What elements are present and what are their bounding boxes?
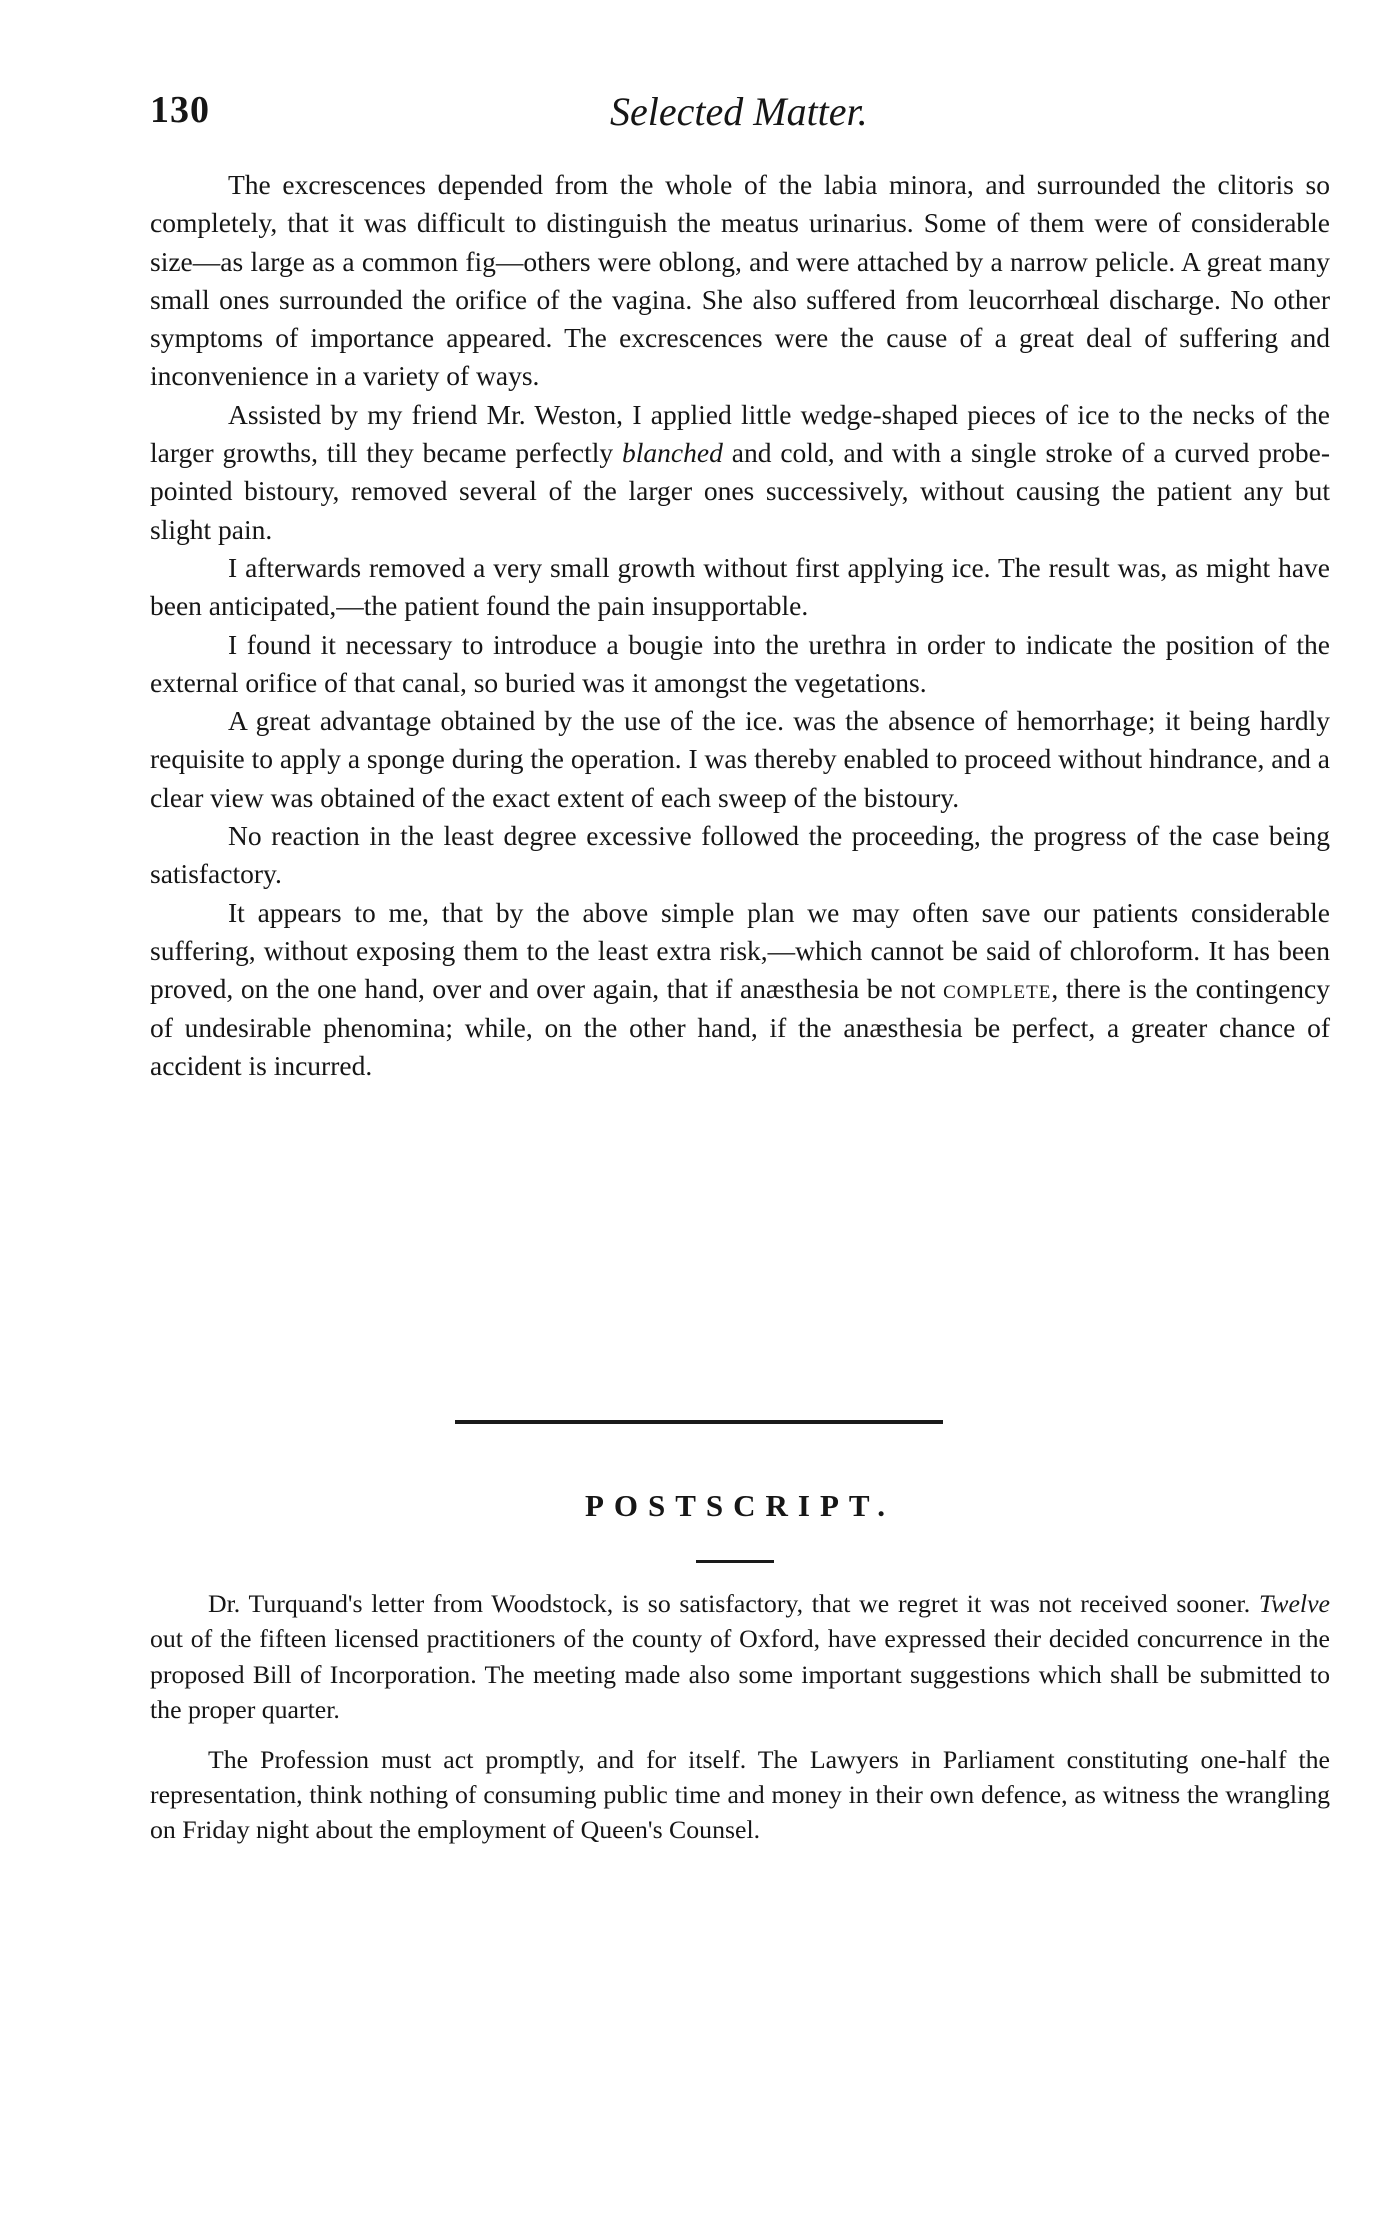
text-run: Assisted by my friend Mr. Weston, I applied little wedge-shaped pieces of ice to the necks of the larger growths, till they became perfectly — [150, 398, 1330, 469]
text-run: , there is the contingency of undesirable phenomina; while, on the other hand, if the anæsthesia be perfect, a greater chance of accident is incurred. — [150, 973, 1330, 1081]
paragraph-conclusion — [150, 894, 1330, 1085]
running-head: Selected Matter. — [610, 89, 868, 134]
text-run: and cold, and with a single stroke of a curved probe-pointed bistoury, removed several of the larger ones successively, without causing the patient any but slight pain. — [150, 437, 1330, 545]
emphasis-blanched: blanched — [622, 437, 723, 469]
emphasis-twelve: Twelve — [1258, 1589, 1330, 1618]
paragraph-reaction: No reaction in the least degree excessive followed the proceeding, the progress of the case being satisfactory. — [150, 820, 1330, 890]
small-caps-complete: complete — [943, 973, 1052, 1005]
article-body — [150, 166, 1330, 1085]
postscript-paragraph-profession: The Profession must act promptly, and for itself. The Lawyers in Parliament constituting one-half the representation, think nothing of consuming public time and money in their own defence, as witness the wrangling on Friday night about the employment of Queen's Counsel. — [150, 1744, 1330, 1845]
heading-underline — [696, 1560, 774, 1563]
text-run: Dr. Turquand's letter from Woodstock, is so satisfactory, that we regret it was not received sooner. — [208, 1589, 1259, 1618]
paragraph-advantage: A great advantage obtained by the use of the ice. was the absence of hemorrhage; it being hardly requisite to apply a sponge during the operation. I was thereby enabled to proceed without hindrance, and a clear view was obtained of the exact extent of each sweep of the bistoury. — [150, 705, 1330, 813]
section-divider — [455, 1420, 943, 1424]
text-run: out of the fifteen licensed practitioners of the county of Oxford, have expressed their decided concurrence in the proposed Bill of Incorporation. The meeting made also some important suggestions which shall be submitted to the proper quarter. — [150, 1624, 1330, 1725]
paragraph-ice-procedure — [150, 396, 1330, 549]
paragraph-bougie: I found it necessary to introduce a bougie into the urethra in order to indicate the position of the external orifice of that canal, so buried was it amongst the vegetations. — [150, 628, 1330, 698]
postscript-body — [150, 1586, 1330, 1862]
text-run: It appears to me, that by the above simple plan we may often save our patients considerable suffering, without exposing them to the least extra risk,—which cannot be said of chloroform. It has been proved, on the one hand, over and over again, that if anæsthesia be not — [150, 896, 1330, 1005]
paragraph-without-ice: I afterwards removed a very small growth without first applying ice. The result was, as might have been anticipated,—the patient found the pain insupportable. — [150, 551, 1330, 622]
postscript-heading: POSTSCRIPT. — [584, 1488, 896, 1523]
paragraph-excrescences: The excrescences depended from the whole of the labia minora, and surrounded the clitoris so completely, that it was difficult to distinguish the meatus urinarius. Some of them were of considerable size—as large as a common fig—others were oblong, and were attached by a narrow pelicle. A great many small ones surrounded the orifice of the vagina. She also suffered from leucorrhœal discharge. No other symptoms of importance appeared. The excrescences were the cause of a great deal of suffering and inconvenience in a variety of ways. — [150, 169, 1330, 392]
postscript-paragraph-letter — [150, 1586, 1330, 1728]
page-header — [150, 88, 1330, 144]
page-number: 130 — [150, 89, 210, 131]
